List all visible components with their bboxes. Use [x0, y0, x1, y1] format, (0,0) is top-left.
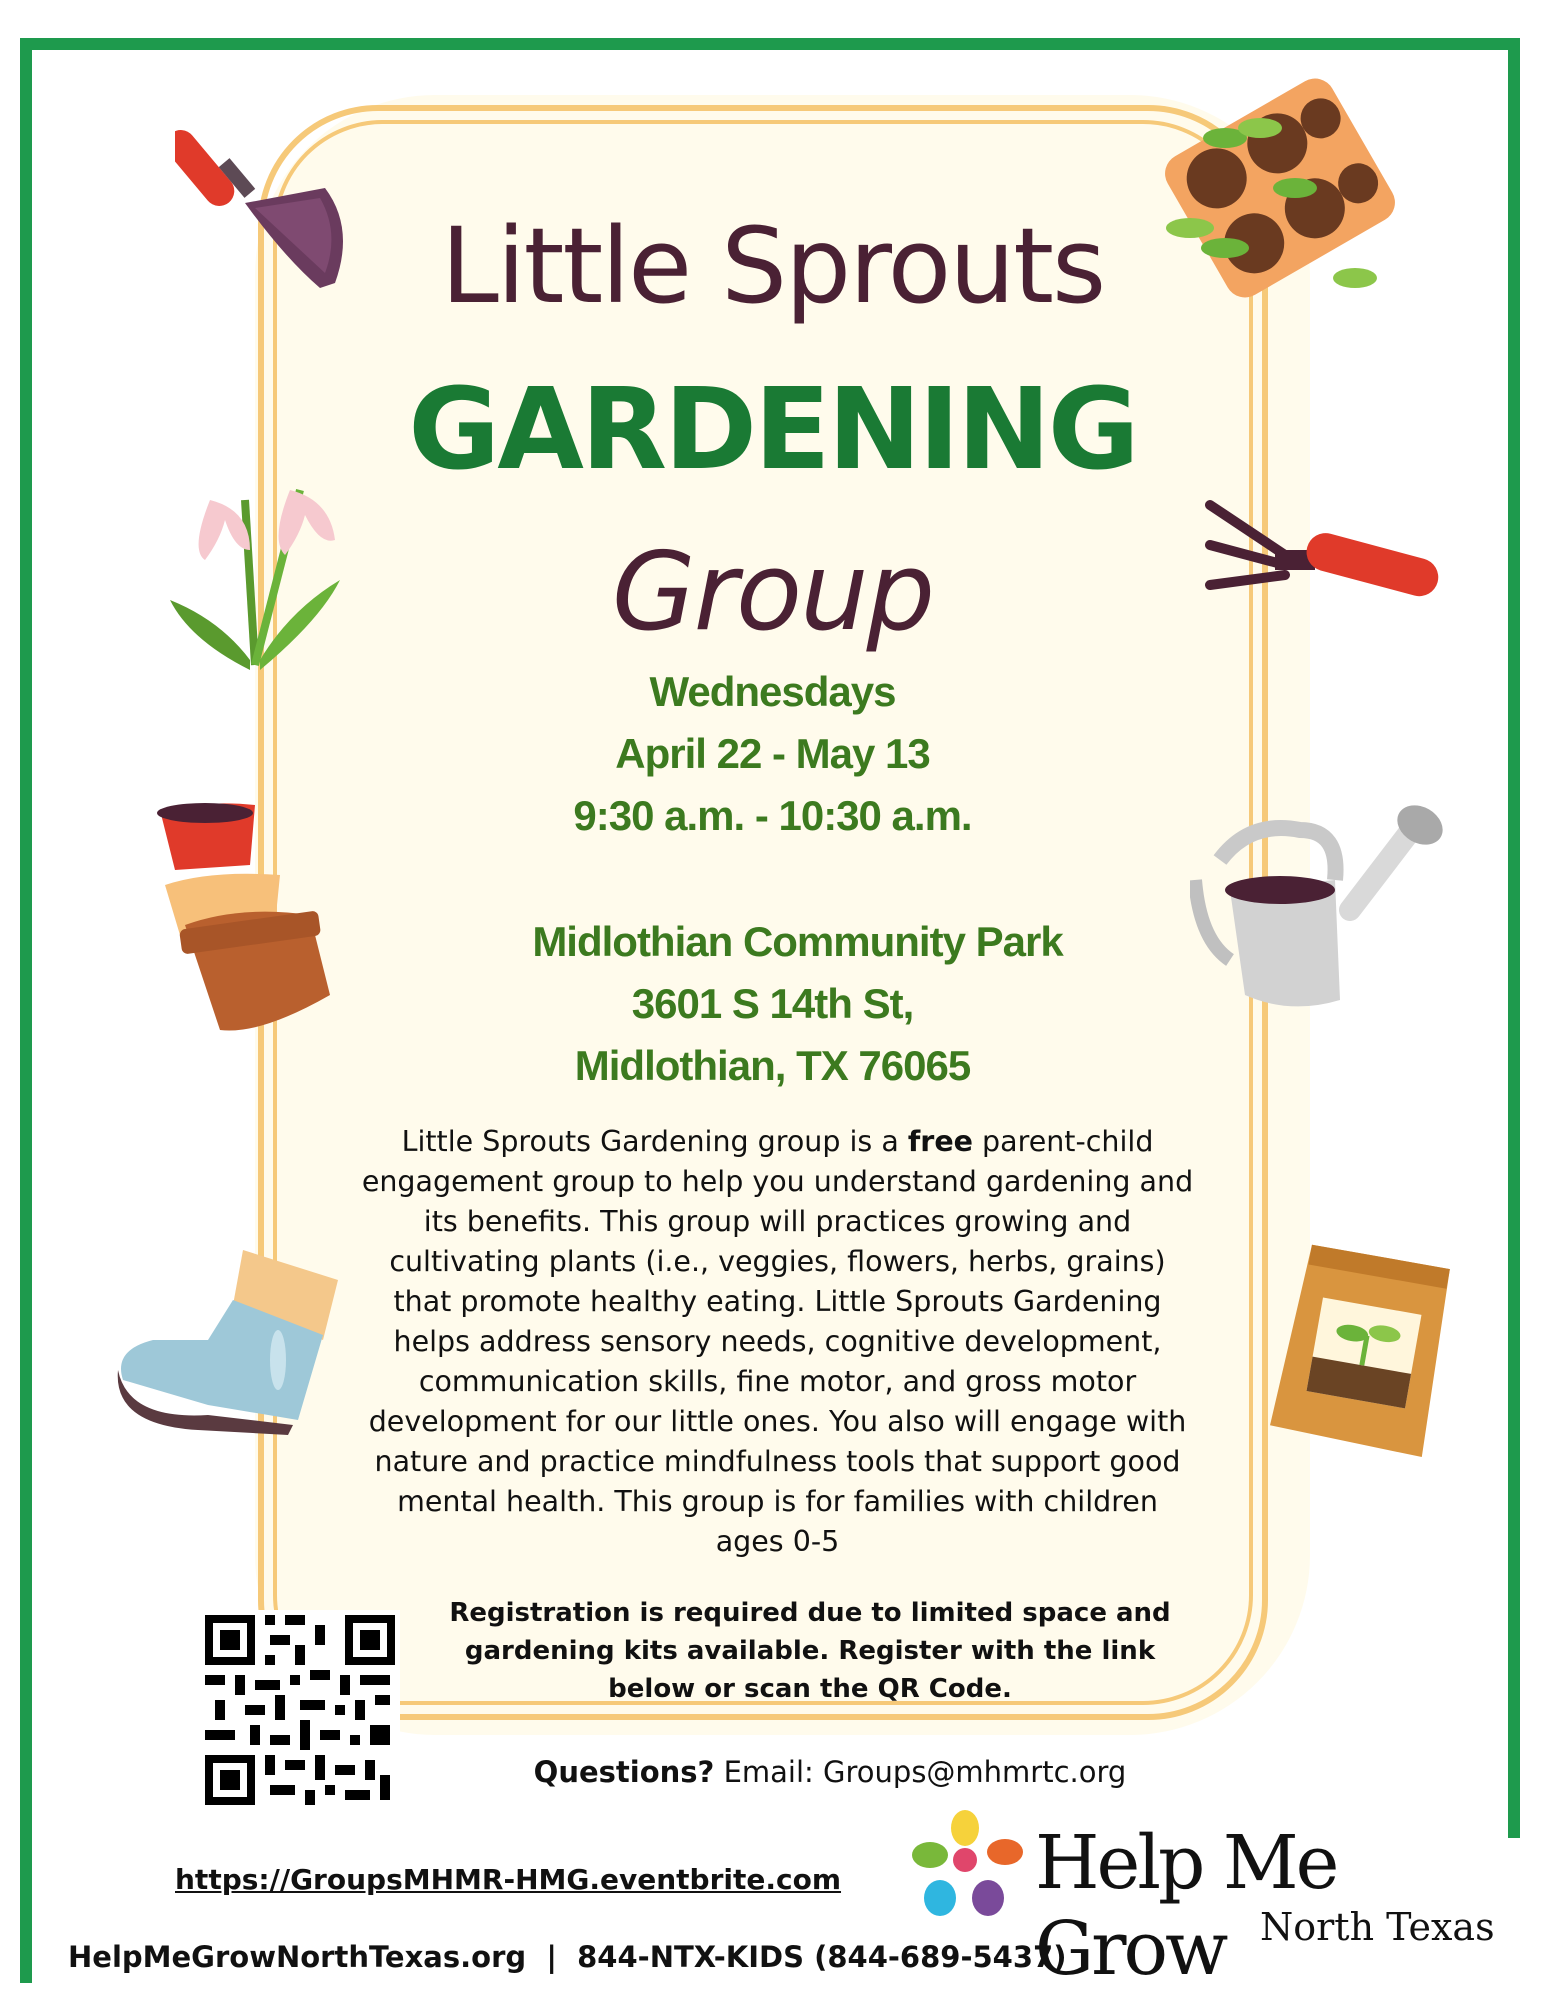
seed-bag-icon	[1265, 1235, 1460, 1460]
location-city: Midlothian, TX 76065	[574, 1042, 971, 1089]
description-paragraph	[360, 1122, 1195, 1562]
description-text-rest: parent-child engagement group to help you understand gardening and its benefits. This group will practices growing and cultivating plants (i.e., veggies, flowers, herbs, grains) that promote healthy eating. Little Sprouts Gardening helps address sensory needs, cognitive development, communication skills, fine motor, and gross motor development for our little ones. You also will engage with nature and practice mindfulness tools that support good mental health. This group is for families with children ages 0-5	[361, 1125, 1194, 1558]
help-me-grow-logo-icon	[910, 1810, 1025, 1920]
logo-name: Help Me Grow	[1035, 1820, 1337, 1992]
title-line-3: Group	[611, 530, 934, 655]
page-border-top	[20, 38, 1520, 50]
location-street: 3601 S 14th St,	[631, 980, 914, 1027]
footer-contact	[68, 1940, 1066, 1974]
footer-phone[interactable]: 844-NTX-KIDS (844-689-5437)	[577, 1940, 1067, 1974]
questions-email[interactable]: Email: Groups@mhmrtc.org	[714, 1755, 1127, 1789]
questions-line	[480, 1755, 1180, 1789]
schedule-dates: April 22 - May 13	[615, 730, 930, 777]
questions-label: Questions?	[533, 1755, 715, 1789]
description-free-emphasis: free	[907, 1125, 973, 1158]
footer-separator: |	[546, 1940, 557, 1974]
schedule-day: Wednesdays	[649, 668, 896, 715]
rain-boot-icon	[108, 1230, 348, 1435]
footer-website-link[interactable]: HelpMeGrowNorthTexas.org	[68, 1940, 527, 1974]
logo-region: North Texas	[1260, 1905, 1495, 1949]
schedule-time: 9:30 a.m. - 10:30 a.m.	[573, 792, 972, 839]
registration-notice: Registration is required due to limited space and gardening kits available. Register with the link below or scan the QR Code.	[449, 1598, 1171, 1704]
description-text-start: Little Sprouts Gardening group is a	[401, 1125, 908, 1158]
qr-code-icon[interactable]	[200, 1610, 400, 1810]
location-name: Midlothian Community Park	[532, 918, 1063, 965]
registration-link[interactable]: https://GroupsMHMR-HMG.eventbrite.com	[175, 1863, 842, 1896]
title-line-2: GARDENING	[408, 365, 1137, 495]
title-line-1: Little Sprouts	[440, 205, 1105, 327]
